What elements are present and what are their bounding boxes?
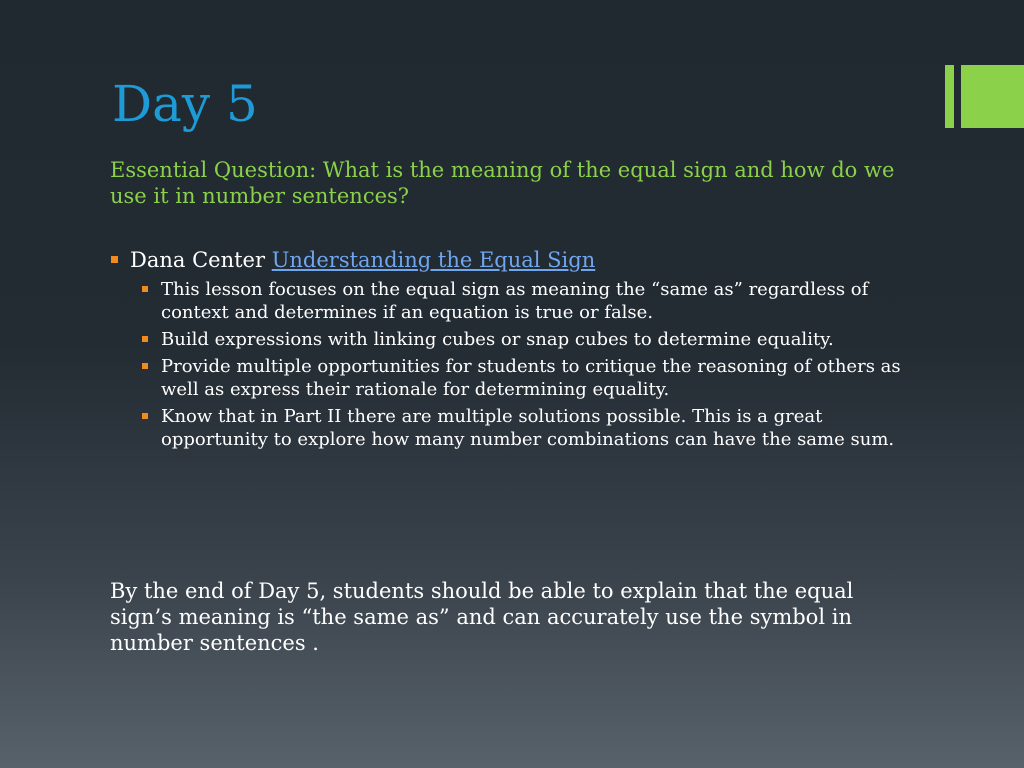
square-bullet-icon xyxy=(111,256,118,263)
sub-bullet-text: This lesson focuses on the equal sign as meaning the “same as” regardless of context and determines if an equation is true or false. xyxy=(161,279,869,323)
slide-content xyxy=(110,246,910,455)
sub-bullet-text: Know that in Part II there are multiple solutions possible. This is a great opportunity to explore how many number combinations can have the same sum. xyxy=(161,406,895,450)
list-item xyxy=(110,355,910,401)
sub-bullet-text: Build expressions with linking cubes or snap cubes to determine equality. xyxy=(161,329,834,350)
square-bullet-icon xyxy=(142,363,148,369)
list-item xyxy=(110,278,910,324)
main-bullet-prefix: Dana Center xyxy=(130,248,272,272)
understanding-equal-sign-link[interactable]: Understanding the Equal Sign xyxy=(271,248,596,272)
sub-bullet-text: Provide multiple opportunities for students to critique the reasoning of others as well as express their rationale for determining equality. xyxy=(161,356,901,400)
accent-bar-thick xyxy=(961,65,1024,128)
square-bullet-icon xyxy=(142,286,148,292)
list-item xyxy=(110,405,910,451)
slide-title: Day 5 xyxy=(112,75,258,133)
essential-question: Essential Question: What is the meaning of the equal sign and how do we use it in number sentences? xyxy=(110,158,895,208)
list-item xyxy=(110,328,910,351)
accent-bar-thin xyxy=(945,65,954,128)
square-bullet-icon xyxy=(142,336,148,342)
sub-bullet-list xyxy=(110,278,910,451)
closing-statement: By the end of Day 5, students should be able to explain that the equal sign’s meaning is “the same as” and can accurately use the symbol in number sentences . xyxy=(110,579,854,655)
main-bullet-item xyxy=(110,246,910,274)
square-bullet-icon xyxy=(142,413,148,419)
